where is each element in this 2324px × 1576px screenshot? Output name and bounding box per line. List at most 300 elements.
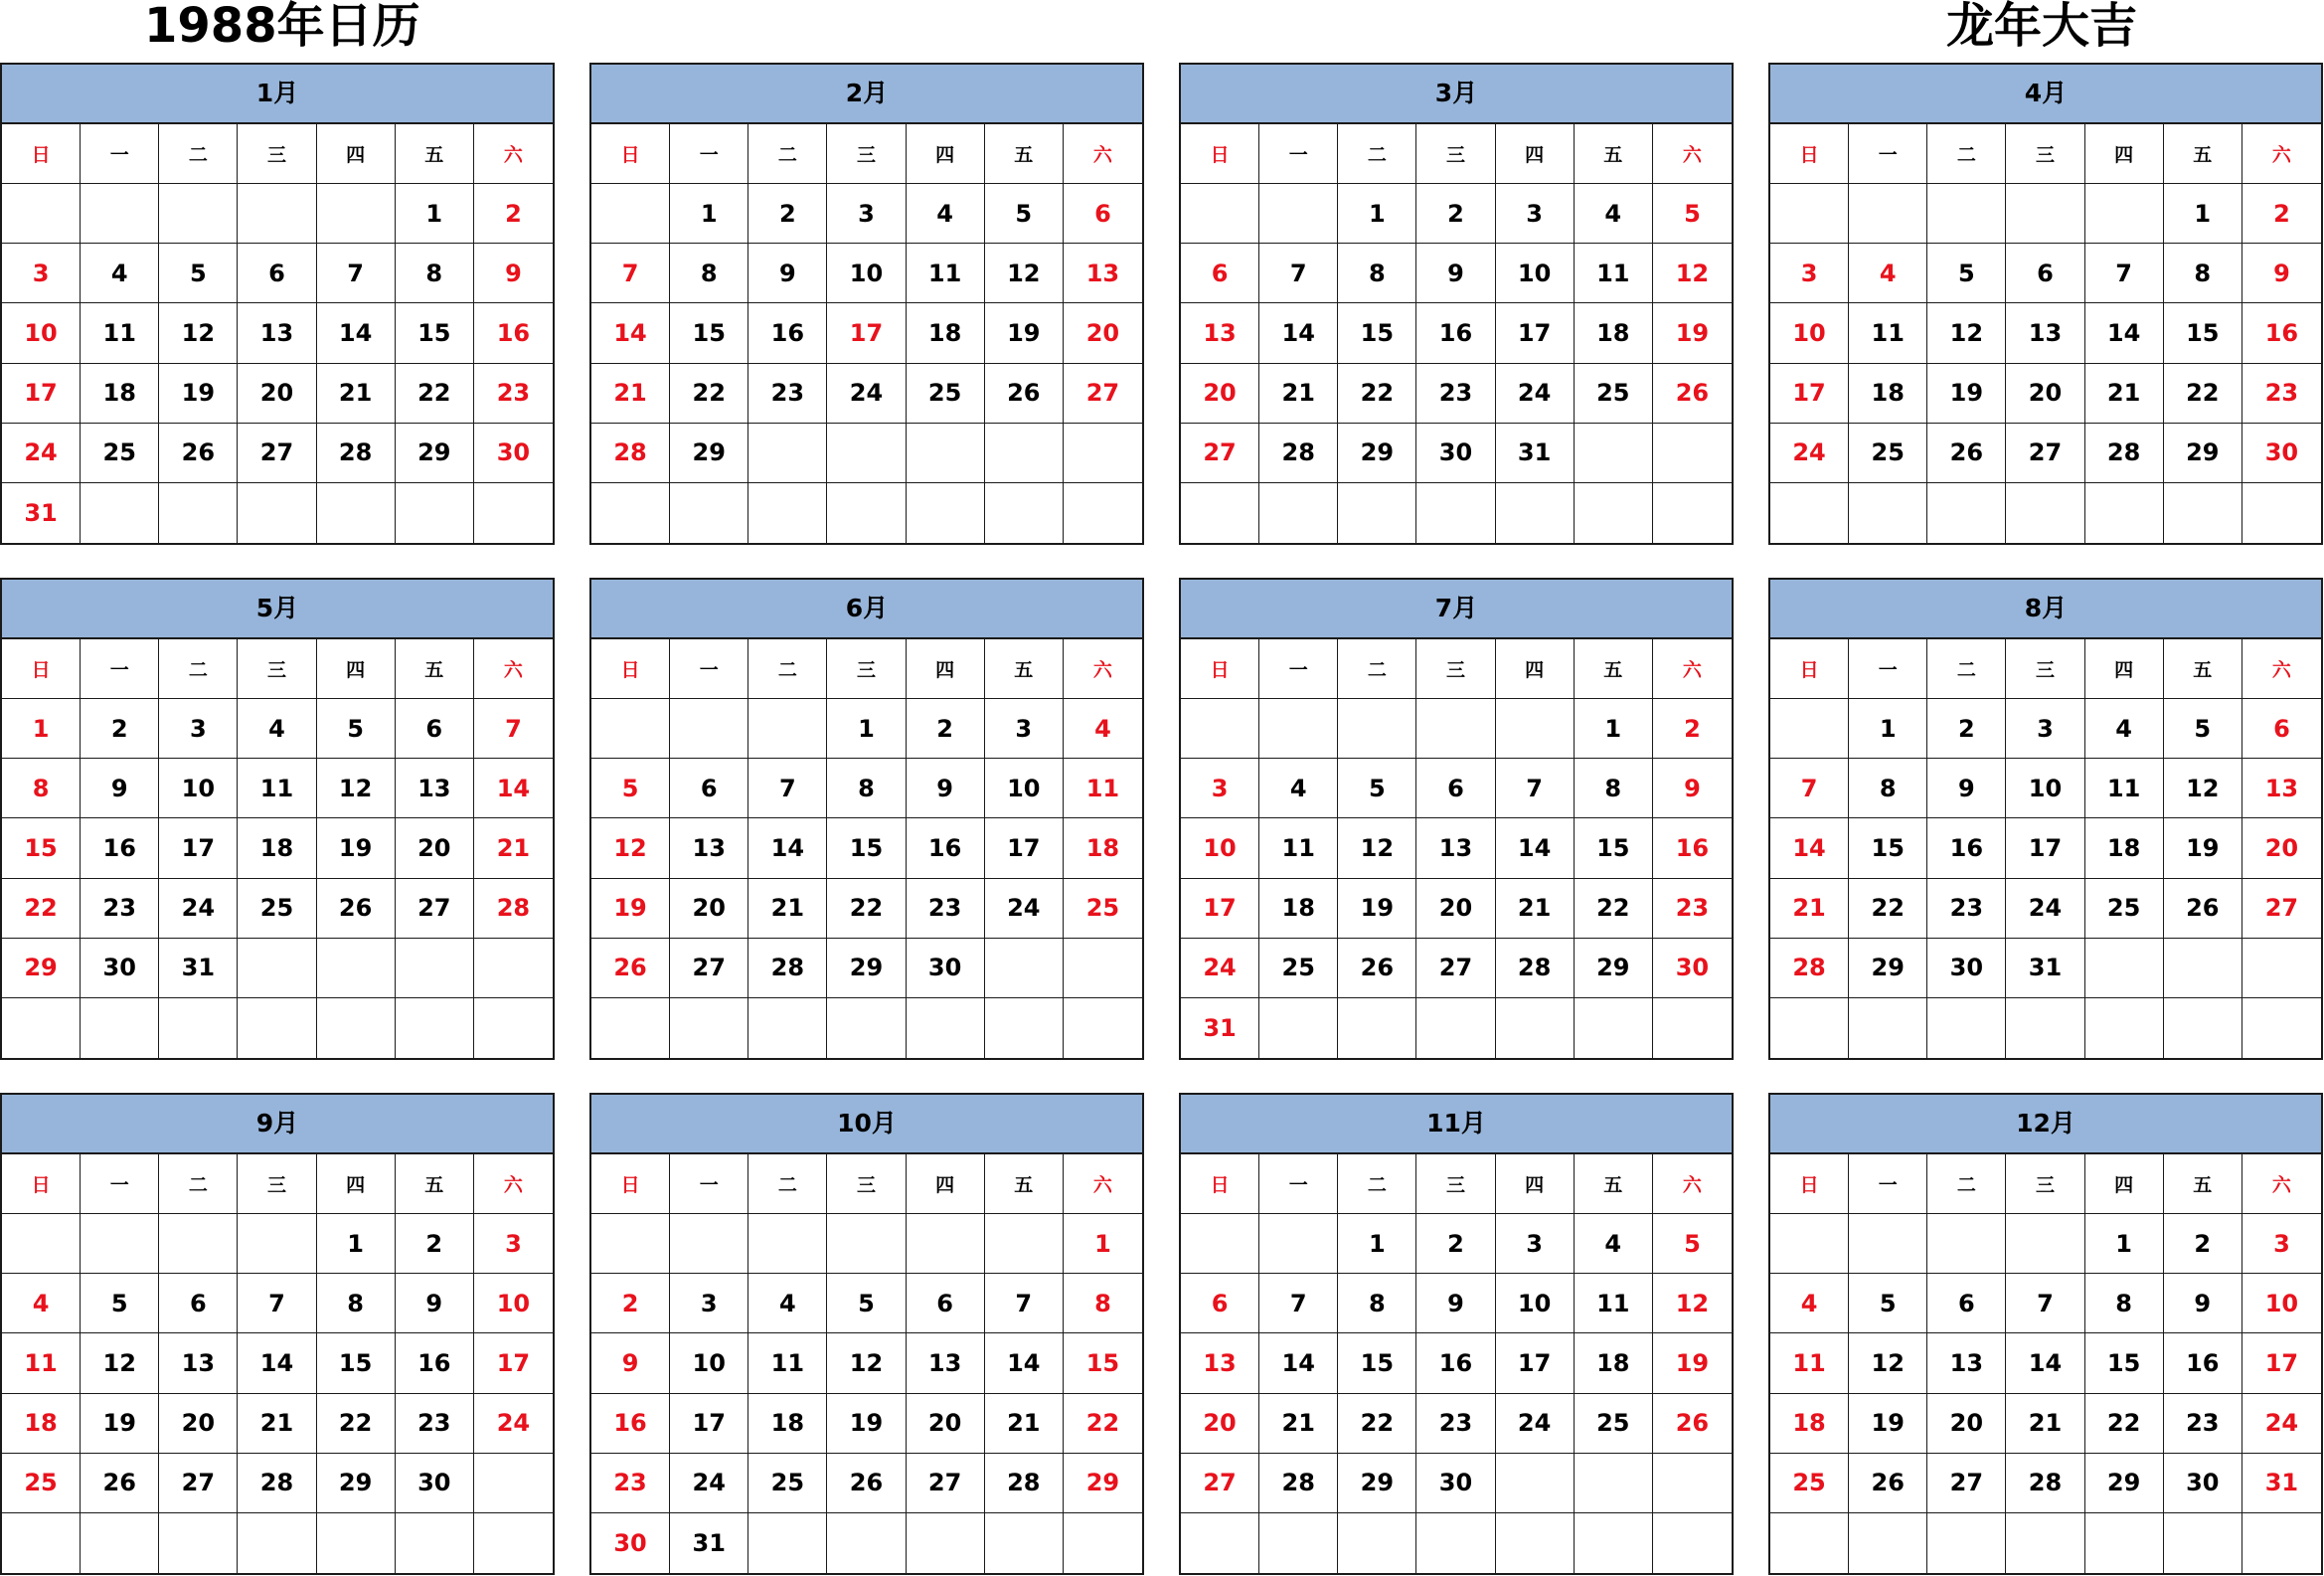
empty-cell — [985, 483, 1064, 543]
day-cell: 30 — [474, 424, 553, 483]
day-cell: 9 — [1653, 759, 1732, 818]
day-cell: 14 — [748, 818, 827, 878]
weekday-label: 日 — [591, 124, 670, 184]
empty-cell — [1575, 424, 1653, 483]
day-cell: 2 — [396, 1214, 474, 1274]
month-title: 7月 — [1181, 580, 1732, 639]
day-cell: 29 — [2085, 1454, 2164, 1513]
empty-cell — [1653, 483, 1732, 543]
empty-cell — [748, 424, 827, 483]
day-cell: 21 — [317, 364, 396, 424]
day-cell: 8 — [1575, 759, 1653, 818]
empty-cell — [238, 184, 316, 244]
day-cell: 15 — [2164, 303, 2242, 363]
empty-cell — [159, 184, 238, 244]
day-cell: 17 — [985, 818, 1064, 878]
day-cell: 11 — [1064, 759, 1142, 818]
day-cell: 13 — [2242, 759, 2321, 818]
day-cell: 15 — [396, 303, 474, 363]
empty-cell — [1575, 1513, 1653, 1573]
month-title: 11月 — [1181, 1095, 1732, 1154]
day-cell: 22 — [1849, 879, 1927, 939]
day-cell: 18 — [1259, 879, 1338, 939]
day-cell: 26 — [1653, 1394, 1732, 1454]
day-cell: 28 — [1496, 939, 1575, 998]
weekday-label: 一 — [81, 124, 159, 184]
day-cell: 31 — [1496, 424, 1575, 483]
empty-cell — [1770, 184, 1849, 244]
weekday-label: 六 — [474, 1154, 553, 1214]
day-cell: 22 — [2085, 1394, 2164, 1454]
day-cell: 14 — [238, 1333, 316, 1393]
day-cell: 4 — [907, 184, 985, 244]
day-cell: 12 — [827, 1333, 906, 1393]
day-cell: 16 — [1653, 818, 1732, 878]
day-cell: 31 — [2242, 1454, 2321, 1513]
weekday-label: 一 — [1849, 124, 1927, 184]
empty-cell — [396, 998, 474, 1058]
day-cell: 22 — [1575, 879, 1653, 939]
day-cell: 9 — [2164, 1274, 2242, 1333]
day-cell: 2 — [1416, 1214, 1495, 1274]
empty-cell — [396, 939, 474, 998]
weekday-label: 六 — [2242, 639, 2321, 699]
day-cell: 6 — [1927, 1274, 2006, 1333]
day-cell: 10 — [1496, 244, 1575, 303]
day-cell: 20 — [396, 818, 474, 878]
empty-cell — [1770, 1513, 1849, 1573]
empty-cell — [1770, 483, 1849, 543]
empty-cell — [159, 998, 238, 1058]
month-title: 4月 — [1770, 65, 2321, 124]
day-cell: 26 — [1927, 424, 2006, 483]
empty-cell — [591, 184, 670, 244]
day-cell: 13 — [159, 1333, 238, 1393]
day-cell: 26 — [2164, 879, 2242, 939]
day-cell: 13 — [1181, 303, 1259, 363]
month-grid — [2, 1154, 553, 1573]
day-cell: 10 — [2, 303, 81, 363]
day-cell: 27 — [2242, 879, 2321, 939]
day-cell: 27 — [1927, 1454, 2006, 1513]
day-cell: 3 — [1496, 184, 1575, 244]
weekday-label: 六 — [2242, 1154, 2321, 1214]
day-cell: 23 — [591, 1454, 670, 1513]
empty-cell — [1653, 1454, 1732, 1513]
day-cell: 4 — [81, 244, 159, 303]
empty-cell — [1338, 1513, 1416, 1573]
day-cell: 15 — [1338, 303, 1416, 363]
day-cell: 18 — [81, 364, 159, 424]
weekday-label: 六 — [1653, 639, 1732, 699]
weekday-label: 三 — [827, 1154, 906, 1214]
empty-cell — [317, 939, 396, 998]
day-cell: 11 — [1575, 1274, 1653, 1333]
month-grid — [591, 1154, 1142, 1573]
day-cell: 15 — [1338, 1333, 1416, 1393]
weekday-label: 日 — [1770, 124, 1849, 184]
day-cell: 21 — [2085, 364, 2164, 424]
day-cell: 9 — [907, 759, 985, 818]
empty-cell — [1259, 1513, 1338, 1573]
day-cell: 12 — [2164, 759, 2242, 818]
day-cell: 30 — [396, 1454, 474, 1513]
day-cell: 1 — [2, 699, 81, 759]
day-cell: 27 — [1181, 424, 1259, 483]
day-cell: 28 — [474, 879, 553, 939]
day-cell: 12 — [1653, 244, 1732, 303]
day-cell: 14 — [1770, 818, 1849, 878]
day-cell: 25 — [1770, 1454, 1849, 1513]
day-cell: 14 — [2085, 303, 2164, 363]
day-cell: 10 — [1181, 818, 1259, 878]
day-cell: 4 — [2085, 699, 2164, 759]
empty-cell — [2242, 1513, 2321, 1573]
day-cell: 7 — [1259, 244, 1338, 303]
day-cell: 12 — [1653, 1274, 1732, 1333]
day-cell: 24 — [1770, 424, 1849, 483]
month-grid — [2, 124, 553, 543]
day-cell: 27 — [159, 1454, 238, 1513]
day-cell: 24 — [2, 424, 81, 483]
day-cell: 20 — [159, 1394, 238, 1454]
day-cell: 6 — [238, 244, 316, 303]
day-cell: 1 — [1338, 1214, 1416, 1274]
day-cell: 13 — [1181, 1333, 1259, 1393]
day-cell: 3 — [2242, 1214, 2321, 1274]
day-cell: 31 — [670, 1513, 748, 1573]
empty-cell — [238, 483, 316, 543]
empty-cell — [1181, 1513, 1259, 1573]
weekday-label: 日 — [591, 1154, 670, 1214]
day-cell: 28 — [748, 939, 827, 998]
day-cell: 13 — [907, 1333, 985, 1393]
day-cell: 26 — [317, 879, 396, 939]
empty-cell — [907, 424, 985, 483]
day-cell: 12 — [1338, 818, 1416, 878]
day-cell: 23 — [1653, 879, 1732, 939]
weekday-label: 二 — [159, 1154, 238, 1214]
day-cell: 28 — [317, 424, 396, 483]
empty-cell — [1849, 483, 1927, 543]
day-cell: 25 — [1259, 939, 1338, 998]
weekday-label: 五 — [1575, 1154, 1653, 1214]
day-cell: 19 — [591, 879, 670, 939]
empty-cell — [2006, 1214, 2084, 1274]
empty-cell — [1927, 998, 2006, 1058]
day-cell: 11 — [907, 244, 985, 303]
day-cell: 29 — [670, 424, 748, 483]
day-cell: 8 — [2164, 244, 2242, 303]
empty-cell — [1338, 483, 1416, 543]
empty-cell — [1770, 1214, 1849, 1274]
day-cell: 1 — [1575, 699, 1653, 759]
empty-cell — [1181, 483, 1259, 543]
day-cell: 16 — [1416, 1333, 1495, 1393]
day-cell: 17 — [827, 303, 906, 363]
day-cell: 1 — [670, 184, 748, 244]
day-cell: 11 — [1259, 818, 1338, 878]
day-cell: 18 — [2, 1394, 81, 1454]
empty-cell — [591, 483, 670, 543]
day-cell: 24 — [985, 879, 1064, 939]
empty-cell — [81, 184, 159, 244]
day-cell: 5 — [1338, 759, 1416, 818]
day-cell: 3 — [2006, 699, 2084, 759]
weekday-label: 三 — [238, 1154, 316, 1214]
day-cell: 25 — [1575, 364, 1653, 424]
empty-cell — [1416, 483, 1495, 543]
day-cell: 14 — [1259, 303, 1338, 363]
day-cell: 16 — [474, 303, 553, 363]
day-cell: 8 — [1849, 759, 1927, 818]
weekday-label: 四 — [2085, 639, 2164, 699]
day-cell: 15 — [2, 818, 81, 878]
weekday-label: 四 — [317, 124, 396, 184]
day-cell: 2 — [748, 184, 827, 244]
day-cell: 9 — [81, 759, 159, 818]
weekday-label: 三 — [238, 124, 316, 184]
day-cell: 10 — [670, 1333, 748, 1393]
day-cell: 12 — [1849, 1333, 1927, 1393]
day-cell: 11 — [1849, 303, 1927, 363]
empty-cell — [748, 1214, 827, 1274]
empty-cell — [1496, 699, 1575, 759]
day-cell: 27 — [1181, 1454, 1259, 1513]
day-cell: 13 — [238, 303, 316, 363]
empty-cell — [1416, 1513, 1495, 1573]
day-cell: 12 — [591, 818, 670, 878]
day-cell: 21 — [1496, 879, 1575, 939]
day-cell: 26 — [1849, 1454, 1927, 1513]
weekday-label: 三 — [1416, 124, 1495, 184]
day-cell: 20 — [1181, 364, 1259, 424]
weekday-label: 日 — [2, 124, 81, 184]
day-cell: 16 — [2164, 1333, 2242, 1393]
day-cell: 15 — [670, 303, 748, 363]
day-cell: 16 — [748, 303, 827, 363]
day-cell: 21 — [1259, 364, 1338, 424]
day-cell: 27 — [1416, 939, 1495, 998]
day-cell: 3 — [985, 699, 1064, 759]
day-cell: 15 — [827, 818, 906, 878]
empty-cell — [827, 424, 906, 483]
weekday-label: 六 — [1064, 124, 1142, 184]
empty-cell — [1181, 1214, 1259, 1274]
day-cell: 24 — [474, 1394, 553, 1454]
weekday-label: 一 — [670, 1154, 748, 1214]
empty-cell — [1064, 939, 1142, 998]
day-cell: 22 — [1064, 1394, 1142, 1454]
day-cell: 8 — [1338, 1274, 1416, 1333]
day-cell: 6 — [1181, 1274, 1259, 1333]
day-cell: 31 — [159, 939, 238, 998]
weekday-label: 五 — [2164, 1154, 2242, 1214]
weekday-label: 三 — [2006, 124, 2084, 184]
day-cell: 24 — [1496, 364, 1575, 424]
empty-cell — [238, 939, 316, 998]
weekday-label: 日 — [591, 639, 670, 699]
empty-cell — [1653, 424, 1732, 483]
day-cell: 3 — [474, 1214, 553, 1274]
empty-cell — [1770, 998, 1849, 1058]
empty-cell — [1849, 998, 1927, 1058]
day-cell: 29 — [827, 939, 906, 998]
empty-cell — [748, 483, 827, 543]
weekday-label: 三 — [2006, 639, 2084, 699]
empty-cell — [2242, 483, 2321, 543]
month-block — [1768, 1093, 2323, 1575]
day-cell: 2 — [907, 699, 985, 759]
empty-cell — [907, 1214, 985, 1274]
day-cell: 1 — [2164, 184, 2242, 244]
day-cell: 4 — [238, 699, 316, 759]
day-cell: 12 — [985, 244, 1064, 303]
weekday-label: 三 — [1416, 1154, 1495, 1214]
day-cell: 15 — [2085, 1333, 2164, 1393]
day-cell: 28 — [1259, 1454, 1338, 1513]
empty-cell — [1496, 1454, 1575, 1513]
empty-cell — [907, 483, 985, 543]
day-cell: 7 — [474, 699, 553, 759]
day-cell: 8 — [827, 759, 906, 818]
empty-cell — [591, 699, 670, 759]
day-cell: 30 — [1416, 424, 1495, 483]
month-grid — [1770, 1154, 2321, 1573]
day-cell: 15 — [317, 1333, 396, 1393]
day-cell: 30 — [2164, 1454, 2242, 1513]
day-cell: 31 — [1181, 998, 1259, 1058]
month-block — [0, 63, 555, 545]
day-cell: 27 — [907, 1454, 985, 1513]
weekday-label: 日 — [1181, 124, 1259, 184]
day-cell: 21 — [474, 818, 553, 878]
month-grid — [1181, 124, 1732, 543]
day-cell: 22 — [317, 1394, 396, 1454]
empty-cell — [1496, 998, 1575, 1058]
weekday-label: 二 — [748, 124, 827, 184]
day-cell: 19 — [1653, 303, 1732, 363]
weekday-label: 五 — [2164, 639, 2242, 699]
empty-cell — [396, 1513, 474, 1573]
empty-cell — [474, 483, 553, 543]
day-cell: 18 — [1849, 364, 1927, 424]
day-cell: 17 — [2242, 1333, 2321, 1393]
day-cell: 11 — [748, 1333, 827, 1393]
day-cell: 29 — [1064, 1454, 1142, 1513]
empty-cell — [2242, 998, 2321, 1058]
day-cell: 9 — [396, 1274, 474, 1333]
day-cell: 23 — [474, 364, 553, 424]
empty-cell — [2, 998, 81, 1058]
empty-cell — [81, 1513, 159, 1573]
empty-cell — [985, 939, 1064, 998]
empty-cell — [2006, 1513, 2084, 1573]
day-cell: 17 — [1181, 879, 1259, 939]
day-cell: 9 — [2242, 244, 2321, 303]
day-cell: 16 — [591, 1394, 670, 1454]
empty-cell — [2006, 998, 2084, 1058]
calendar-year-title: 1988年日历 — [144, 0, 420, 54]
day-cell: 28 — [2085, 424, 2164, 483]
day-cell: 21 — [591, 364, 670, 424]
day-cell: 24 — [2006, 879, 2084, 939]
day-cell: 22 — [1338, 364, 1416, 424]
day-cell: 20 — [670, 879, 748, 939]
day-cell: 27 — [396, 879, 474, 939]
day-cell: 26 — [159, 424, 238, 483]
day-cell: 7 — [2085, 244, 2164, 303]
day-cell: 21 — [2006, 1394, 2084, 1454]
day-cell: 28 — [238, 1454, 316, 1513]
weekday-label: 六 — [1064, 1154, 1142, 1214]
day-cell: 16 — [1416, 303, 1495, 363]
month-block — [589, 63, 1144, 545]
day-cell: 23 — [1416, 364, 1495, 424]
day-cell: 10 — [1496, 1274, 1575, 1333]
month-block — [1179, 578, 1734, 1060]
empty-cell — [1064, 998, 1142, 1058]
day-cell: 6 — [396, 699, 474, 759]
day-cell: 28 — [985, 1454, 1064, 1513]
empty-cell — [2085, 184, 2164, 244]
empty-cell — [1927, 1513, 2006, 1573]
empty-cell — [827, 483, 906, 543]
empty-cell — [2085, 1513, 2164, 1573]
weekday-label: 一 — [670, 124, 748, 184]
empty-cell — [1575, 1454, 1653, 1513]
empty-cell — [1064, 424, 1142, 483]
day-cell: 29 — [1575, 939, 1653, 998]
day-cell: 7 — [317, 244, 396, 303]
month-title: 10月 — [591, 1095, 1142, 1154]
day-cell: 14 — [317, 303, 396, 363]
day-cell: 10 — [2242, 1274, 2321, 1333]
month-title: 3月 — [1181, 65, 1732, 124]
day-cell: 7 — [985, 1274, 1064, 1333]
day-cell: 8 — [1338, 244, 1416, 303]
day-cell: 30 — [1927, 939, 2006, 998]
empty-cell — [474, 939, 553, 998]
day-cell: 10 — [474, 1274, 553, 1333]
weekday-label: 二 — [1338, 124, 1416, 184]
weekday-label: 四 — [907, 124, 985, 184]
month-grid — [1181, 639, 1732, 1058]
day-cell: 18 — [907, 303, 985, 363]
day-cell: 4 — [748, 1274, 827, 1333]
day-cell: 23 — [81, 879, 159, 939]
empty-cell — [748, 998, 827, 1058]
day-cell: 23 — [1416, 1394, 1495, 1454]
day-cell: 3 — [1770, 244, 1849, 303]
weekday-label: 一 — [1259, 1154, 1338, 1214]
day-cell: 2 — [474, 184, 553, 244]
day-cell: 11 — [81, 303, 159, 363]
day-cell: 5 — [1653, 1214, 1732, 1274]
month-grid — [1770, 639, 2321, 1058]
empty-cell — [81, 483, 159, 543]
month-block — [1768, 578, 2323, 1060]
day-cell: 4 — [2, 1274, 81, 1333]
day-cell: 5 — [827, 1274, 906, 1333]
day-cell: 21 — [238, 1394, 316, 1454]
day-cell: 2 — [81, 699, 159, 759]
day-cell: 14 — [2006, 1333, 2084, 1393]
day-cell: 2 — [2164, 1214, 2242, 1274]
day-cell: 20 — [1181, 1394, 1259, 1454]
day-cell: 10 — [985, 759, 1064, 818]
day-cell: 30 — [81, 939, 159, 998]
